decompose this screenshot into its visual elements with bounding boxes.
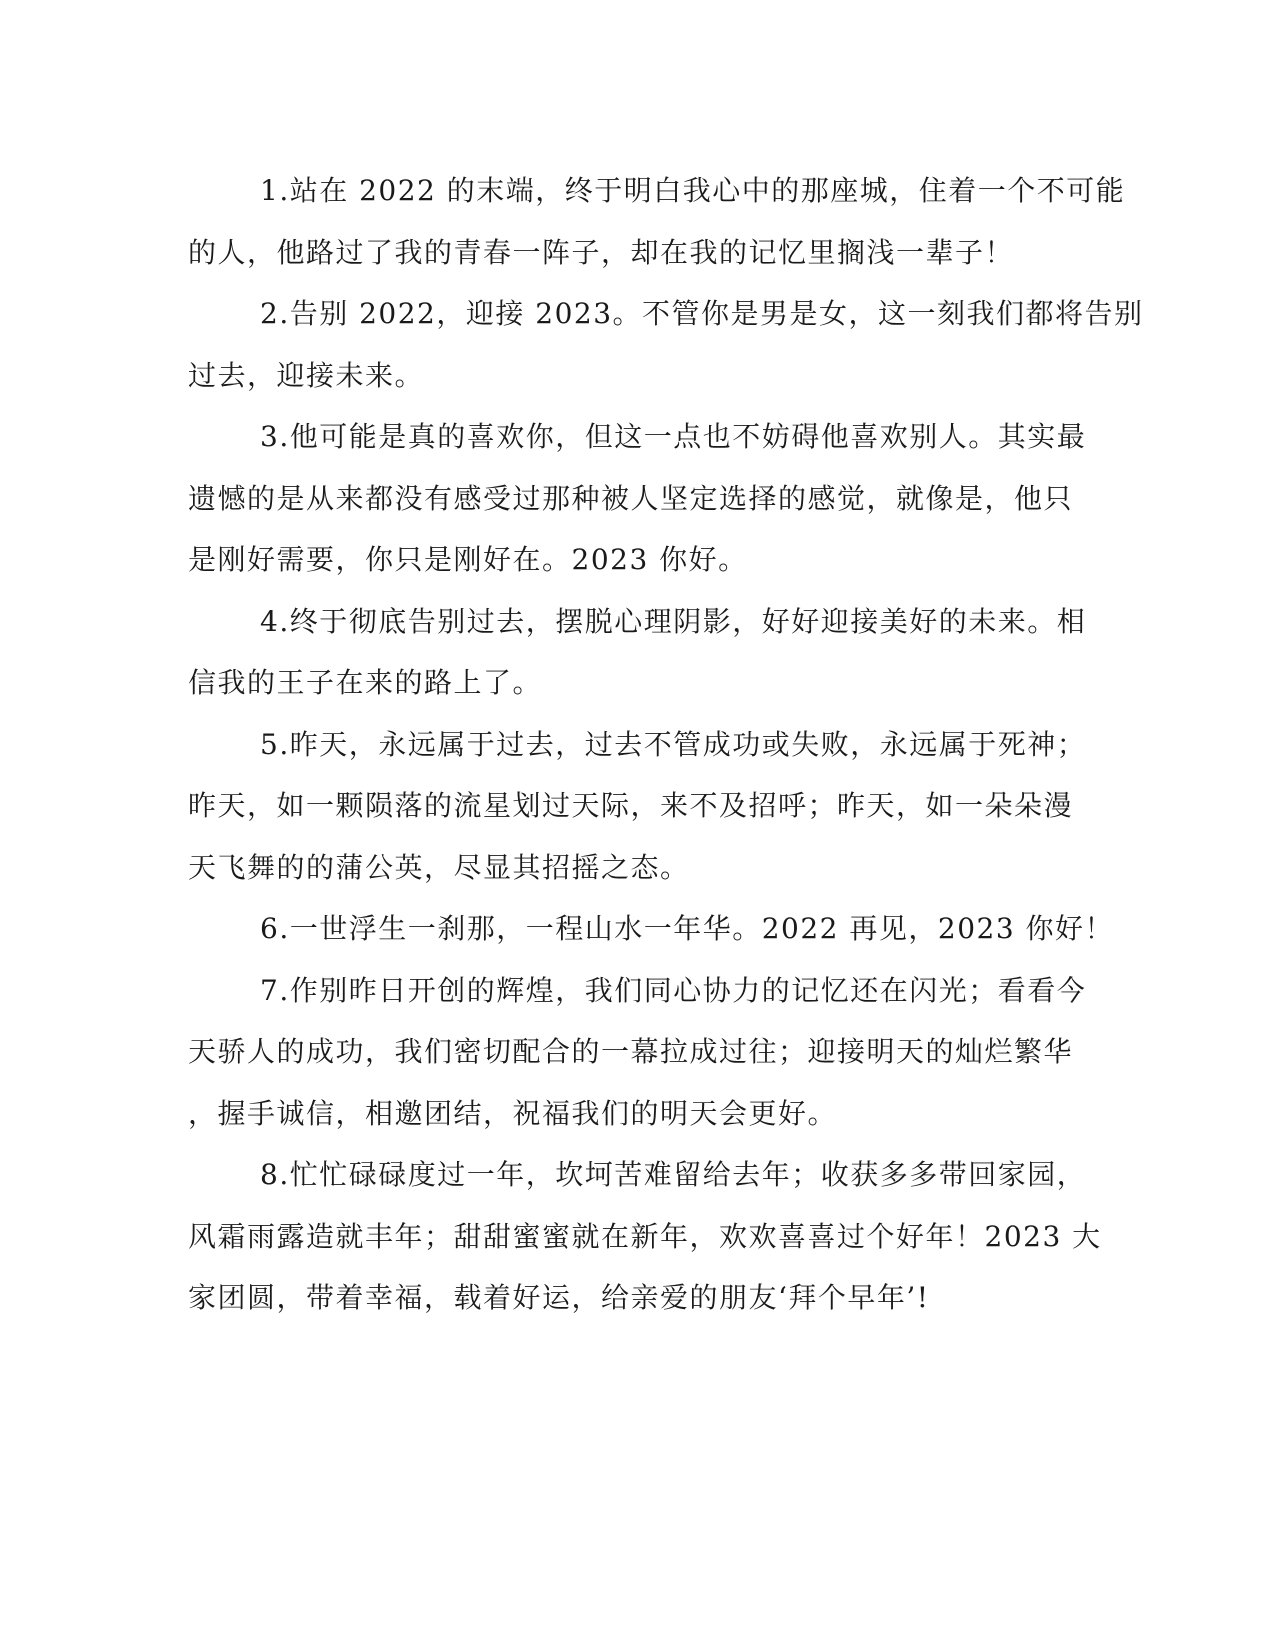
paragraph-4 bbox=[188, 591, 1087, 714]
paragraph-line: 1.站在 2022 的末端，终于明白我心中的那座城，住着一个不可能 bbox=[260, 174, 1126, 207]
paragraph-line: 天飞舞的的蒲公英，尽显其招摇之态。 bbox=[188, 850, 690, 884]
paragraph-line: 遗憾的是从来都没有感受过那种被人坚定选择的感觉，就像是，他只 bbox=[188, 481, 1074, 515]
paragraph-line: 信我的王子在来的路上了。 bbox=[188, 666, 543, 699]
paragraph-line: 是刚好需要，你只是刚好在。2023 你好。 bbox=[188, 543, 748, 576]
paragraph-line: 家团圆，带着幸福，载着好运，给亲爱的朋友‘拜个早年’! bbox=[188, 1281, 930, 1314]
paragraph-line: 过去，迎接未来。 bbox=[188, 358, 425, 392]
paragraph-line: 风霜雨露造就丰年；甜甜蜜蜜就在新年，欢欢喜喜过个好年！2023 大 bbox=[188, 1219, 1102, 1253]
document-body bbox=[188, 160, 1144, 1329]
paragraph-line: 8.忙忙碌碌度过一年，坎坷苦难留给去年；收获多多带回家园， bbox=[260, 1158, 1087, 1191]
paragraph-line: 2.告别 2022，迎接 2023。不管你是男是女，这一刻我们都将告别 bbox=[260, 297, 1144, 330]
paragraph-7 bbox=[188, 960, 1087, 1145]
paragraph-5 bbox=[188, 714, 1087, 899]
paragraph-line: 昨天，如一颗陨落的流星划过天际，来不及招呼；昨天，如一朵朵漫 bbox=[188, 789, 1074, 822]
paragraph-3 bbox=[188, 406, 1087, 591]
paragraph-1 bbox=[188, 160, 1126, 283]
paragraph-line: 4.终于彻底告别过去，摆脱心理阴影，好好迎接美好的未来。相 bbox=[260, 604, 1087, 638]
paragraph-line: ，握手诚信，相邀团结，祝福我们的明天会更好。 bbox=[188, 1096, 838, 1130]
paragraph-6 bbox=[188, 898, 1115, 960]
paragraph-line: 5.昨天，永远属于过去，过去不管成功或失败，永远属于死神； bbox=[260, 727, 1087, 761]
paragraph-8 bbox=[188, 1144, 1102, 1329]
paragraph-line: 6.一世浮生一刹那，一程山水一年华。2022 再见，2023 你好！ bbox=[260, 912, 1115, 945]
paragraph-line: 的人，他路过了我的青春一阵子，却在我的记忆里搁浅一辈子！ bbox=[188, 235, 1015, 269]
paragraph-line: 7.作别昨日开创的辉煌，我们同心协力的记忆还在闪光；看看今 bbox=[260, 973, 1087, 1007]
paragraph-line: 3.他可能是真的喜欢你，但这一点也不妨碍他喜欢别人。其实最 bbox=[260, 420, 1087, 453]
paragraph-line: 天骄人的成功，我们密切配合的一幕拉成过往；迎接明天的灿烂繁华 bbox=[188, 1035, 1074, 1068]
paragraph-2 bbox=[188, 283, 1144, 406]
